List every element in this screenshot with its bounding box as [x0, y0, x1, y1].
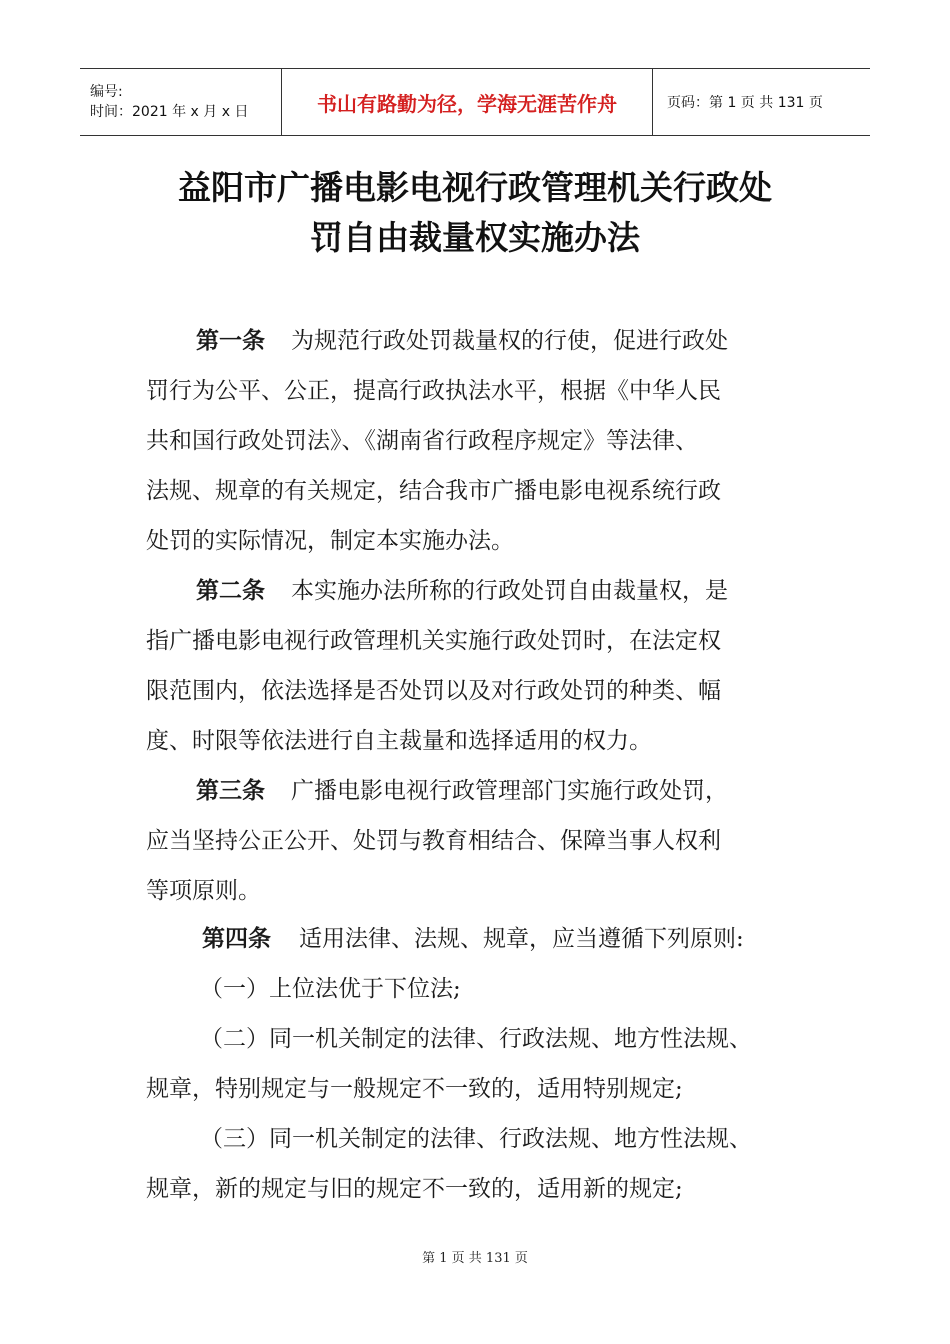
- article-4-item-1: （一）上位法优于下位法;: [200, 976, 461, 1002]
- article-2-line-2: 指广播电影电视行政管理机关实施行政处罚时，在法定权: [146, 628, 721, 654]
- article-1-label: 第一条: [196, 328, 265, 354]
- article-1-line-3: 共和国行政处罚法》、《湖南省行政程序规定》等法律、: [146, 428, 698, 454]
- header-motto-cell: [281, 69, 653, 135]
- article-3-text: 广播电影电视行政管理部门实施行政处罚，: [291, 778, 728, 804]
- article-1-line-4: 法规、规章的有关规定，结合我市广播电影电视系统行政: [146, 478, 721, 504]
- article-1-line-5: 处罚的实际情况，制定本实施办法。: [146, 528, 514, 554]
- page-header: [80, 68, 870, 136]
- article-4-item-2-line-2: 规章，特别规定与一般规定不一致的，适用特别规定;: [146, 1076, 683, 1102]
- header-page-info-cell: [653, 69, 870, 135]
- header-page-info: 页码：第 1 页 共 131 页: [667, 95, 823, 111]
- document-title-line-1: 益阳市广播电影电视行政管理机关行政处: [178, 168, 772, 207]
- article-1-text: 为规范行政处罚裁量权的行使，促进行政处: [291, 328, 728, 354]
- article-4-item-2-line-1: （二）同一机关制定的法律、行政法规、地方性法规、: [200, 1026, 752, 1052]
- article-4-text: 适用法律、法规、规章，应当遵循下列原则:: [299, 926, 744, 952]
- article-2-line-3: 限范围内，依法选择是否处罚以及对行政处罚的种类、幅: [146, 678, 721, 704]
- article-4-item-3-line-1: （三）同一机关制定的法律、行政法规、地方性法规、: [200, 1126, 752, 1152]
- article-3-first-line: [196, 772, 728, 805]
- article-4-label: 第四条: [202, 926, 271, 952]
- article-3-label: 第三条: [196, 778, 265, 804]
- document-time-label: 时间：2021 年 x 月 x 日: [90, 104, 249, 120]
- article-2-text: 本实施办法所称的行政处罚自由裁量权，是: [291, 578, 728, 604]
- header-motto: 书山有路勤为径，学海无涯苦作舟: [317, 91, 617, 116]
- document-title-line-2: 罚自由裁量权实施办法: [310, 218, 640, 257]
- page-footer: 第 1 页 共 131 页: [422, 1251, 528, 1266]
- article-4-item-3-line-2: 规章，新的规定与旧的规定不一致的，适用新的规定;: [146, 1176, 683, 1202]
- article-2-line-4: 度、时限等依法进行自主裁量和选择适用的权力。: [146, 728, 652, 754]
- article-2-first-line: [196, 572, 728, 605]
- header-meta: [80, 69, 281, 135]
- document-number-label: 编号:: [90, 84, 123, 100]
- article-4-first-line: [202, 920, 744, 953]
- article-1-line-2: 罚行为公平、公正，提高行政执法水平，根据《中华人民: [146, 378, 721, 404]
- article-2-label: 第二条: [196, 578, 265, 604]
- article-1-first-line: [196, 322, 728, 355]
- article-3-line-2: 应当坚持公正公开、处罚与教育相结合、保障当事人权利: [146, 828, 721, 854]
- article-3-line-3: 等项原则。: [146, 878, 261, 904]
